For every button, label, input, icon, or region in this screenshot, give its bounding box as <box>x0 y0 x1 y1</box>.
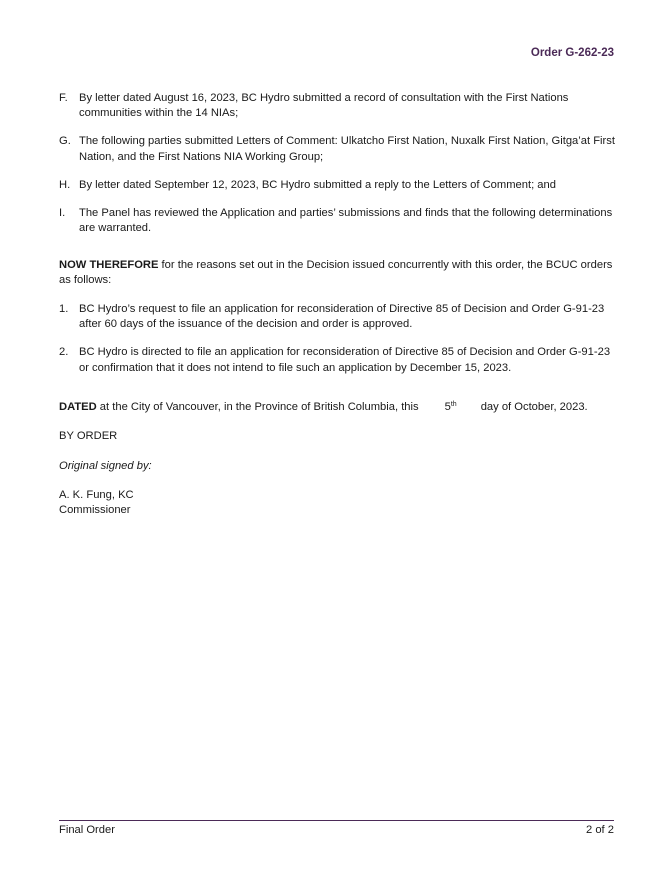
order-text: BC Hydro’s request to file an application for reconsideration of Directive 85 of Decision and Order G-91-23 after 60 days of the issuance of the decision and order is approved. <box>79 303 605 331</box>
orders-list <box>59 302 619 389</box>
dated-place: at the City of Vancouver, in the Province of British Columbia, this <box>96 401 419 413</box>
recital-text: The following parties submitted Letters of Comment: Ulkatcho First Nation, Nuxalk First Nation, Gitga’at First Nation, and the First Nations NIA Working Group; <box>79 135 615 163</box>
order-marker: 1. <box>59 303 69 315</box>
order-text: BC Hydro is directed to file an application for reconsideration of Directive 85 of Decision and Order G-91-23 or confirmation that it does not intend to file such an application by December 15, 2023. <box>79 346 611 374</box>
recital-item <box>59 178 619 193</box>
recital-text: By letter dated August 16, 2023, BC Hydro submitted a record of consultation with the First Nations communities within the 14 NIAs; <box>79 92 569 120</box>
recital-marker: F. <box>59 92 68 104</box>
signatory-title: Commissioner <box>59 504 131 517</box>
dated-line <box>59 400 619 415</box>
recital-marker: I. <box>59 207 66 220</box>
footer-divider <box>59 820 614 821</box>
order-reference: Order G-262-23 <box>530 47 614 59</box>
recital-marker: H. <box>59 178 71 191</box>
signatory-block <box>59 488 134 518</box>
dated-month-year: day of October, 2023. <box>480 401 588 413</box>
recital-item <box>59 134 619 164</box>
dated-day-number: 5 <box>444 401 451 413</box>
signatory-name: A. K. Fung, KC <box>59 489 134 501</box>
now-therefore-lead: NOW THEREFORE <box>59 259 159 271</box>
dated-day <box>445 400 457 415</box>
footer-page-number: 2 of 2 <box>586 824 614 836</box>
order-item <box>59 345 619 375</box>
original-signed-label: Original signed by: <box>59 460 152 472</box>
dated-day-suffix: th <box>450 401 457 408</box>
order-item <box>59 302 619 332</box>
now-therefore-text: for the reasons set out in the Decision issued concurrently with this order, the BCUC orders as follows: <box>59 259 613 287</box>
recital-item <box>59 206 619 236</box>
by-order-label: BY ORDER <box>59 430 118 442</box>
recitals-list <box>59 91 619 249</box>
footer-document-label: Final Order <box>59 824 115 836</box>
recital-marker: G. <box>59 135 71 148</box>
order-marker: 2. <box>59 346 69 359</box>
recital-text: The Panel has reviewed the Application and parties’ submissions and finds that the following determinations are warranted. <box>79 207 613 235</box>
recital-text: By letter dated September 12, 2023, BC Hydro submitted a reply to the Letters of Comment; and <box>79 178 556 191</box>
now-therefore-paragraph <box>59 258 619 288</box>
dated-lead: DATED <box>59 401 97 413</box>
recital-item <box>59 91 619 121</box>
